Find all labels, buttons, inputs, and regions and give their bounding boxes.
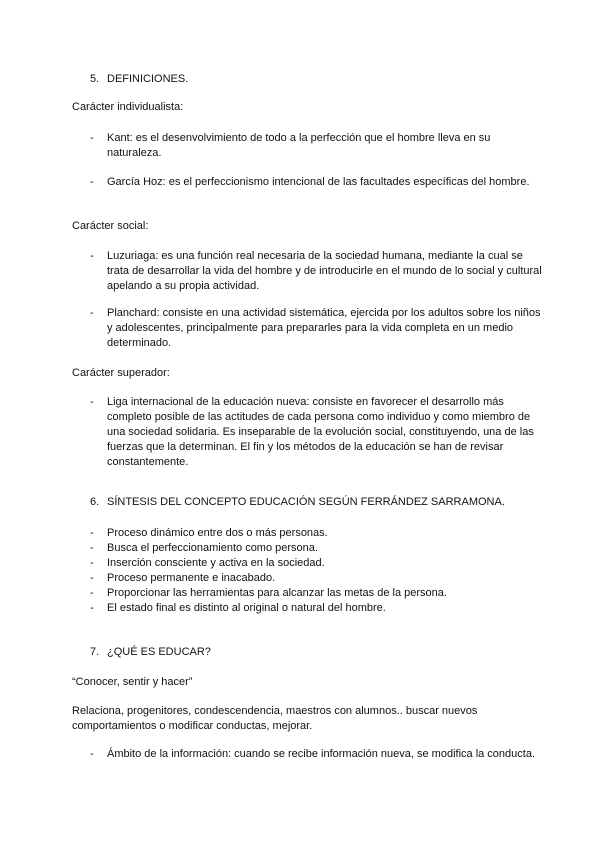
bullet-dash: - bbox=[90, 602, 94, 614]
bullet-dash: - bbox=[90, 557, 94, 569]
list-item: Proceso permanente e inacabado. bbox=[107, 572, 276, 584]
bullet-dash: - bbox=[90, 542, 94, 554]
section-7-heading: ¿QUÉ ES EDUCAR? bbox=[107, 646, 211, 658]
list-item: Ámbito de la información: cuando se recibe información nueva, se modifica la conducta. bbox=[107, 748, 536, 760]
list-item: Proporcionar las herramientas para alcanzar las metas de la persona. bbox=[107, 587, 447, 599]
list-item: García Hoz: es el perfeccionismo intencional de las facultades específicas del hombre. bbox=[107, 176, 530, 188]
list-item: Busca el perfeccionamiento como persona. bbox=[107, 542, 318, 554]
list-item: Inserción consciente y activa en la sociedad. bbox=[107, 557, 325, 569]
section-6-heading: SÍNTESIS DEL CONCEPTO EDUCACIÓN SEGÚN FERRÁNDEZ SARRAMONA. bbox=[107, 496, 505, 508]
section-7-number: 7. bbox=[90, 646, 100, 658]
bullet-dash: - bbox=[90, 132, 94, 144]
bullet-dash: - bbox=[90, 527, 94, 539]
list-item: Liga internacional de la educación nueva: consiste en favorecer el desarrollo más completo posible de las actitudes de cada persona como individuo y como miembro de una sociedad solidaria. Es inseparable de la evolución social, constituyendo, una de las fuerzas que la determinan. El fin y los métodos de la educación se han de revisar constantemente. bbox=[107, 396, 534, 468]
section-5-number: 5. bbox=[90, 73, 100, 85]
list-item: Luzuriaga: es una función real necesaria de la sociedad humana, mediante la cual se trata de desarrollar la vida del hombre y de introducirle en el mundo de lo social y cultural apelando a su propia actividad. bbox=[107, 250, 542, 292]
bullet-dash: - bbox=[90, 176, 94, 188]
list-item: Planchard: consiste en una actividad sistemática, ejercida por los adultos sobre los niños y adolescentes, principalmente para prepararles para la vida completa en un medio determinado. bbox=[107, 307, 541, 349]
bullet-dash: - bbox=[90, 396, 94, 408]
list-item: Proceso dinámico entre dos o más personas. bbox=[107, 527, 328, 539]
bullet-dash: - bbox=[90, 307, 94, 319]
quote-text: “Conocer, sentir y hacer” bbox=[72, 676, 193, 688]
paragraph-text: Relaciona, progenitores, condescendencia, maestros con alumnos.. buscar nuevos comportamientos o modificar conductas, mejorar. bbox=[72, 705, 478, 732]
bullet-dash: - bbox=[90, 748, 94, 760]
list-item: El estado final es distinto al original o natural del hombre. bbox=[107, 602, 386, 614]
bullet-dash: - bbox=[90, 587, 94, 599]
bullet-dash: - bbox=[90, 572, 94, 584]
section-5-heading: DEFINICIONES. bbox=[107, 73, 189, 85]
group-label-individualista: Carácter individualista: bbox=[72, 101, 184, 113]
group-label-superador: Carácter superador: bbox=[72, 367, 170, 379]
bullet-dash: - bbox=[90, 250, 94, 262]
list-item: Kant: es el desenvolvimiento de todo a la perfección que el hombre lleva en su naturaleza. bbox=[107, 132, 491, 159]
section-6-number: 6. bbox=[90, 496, 100, 508]
group-label-social: Carácter social: bbox=[72, 220, 149, 232]
